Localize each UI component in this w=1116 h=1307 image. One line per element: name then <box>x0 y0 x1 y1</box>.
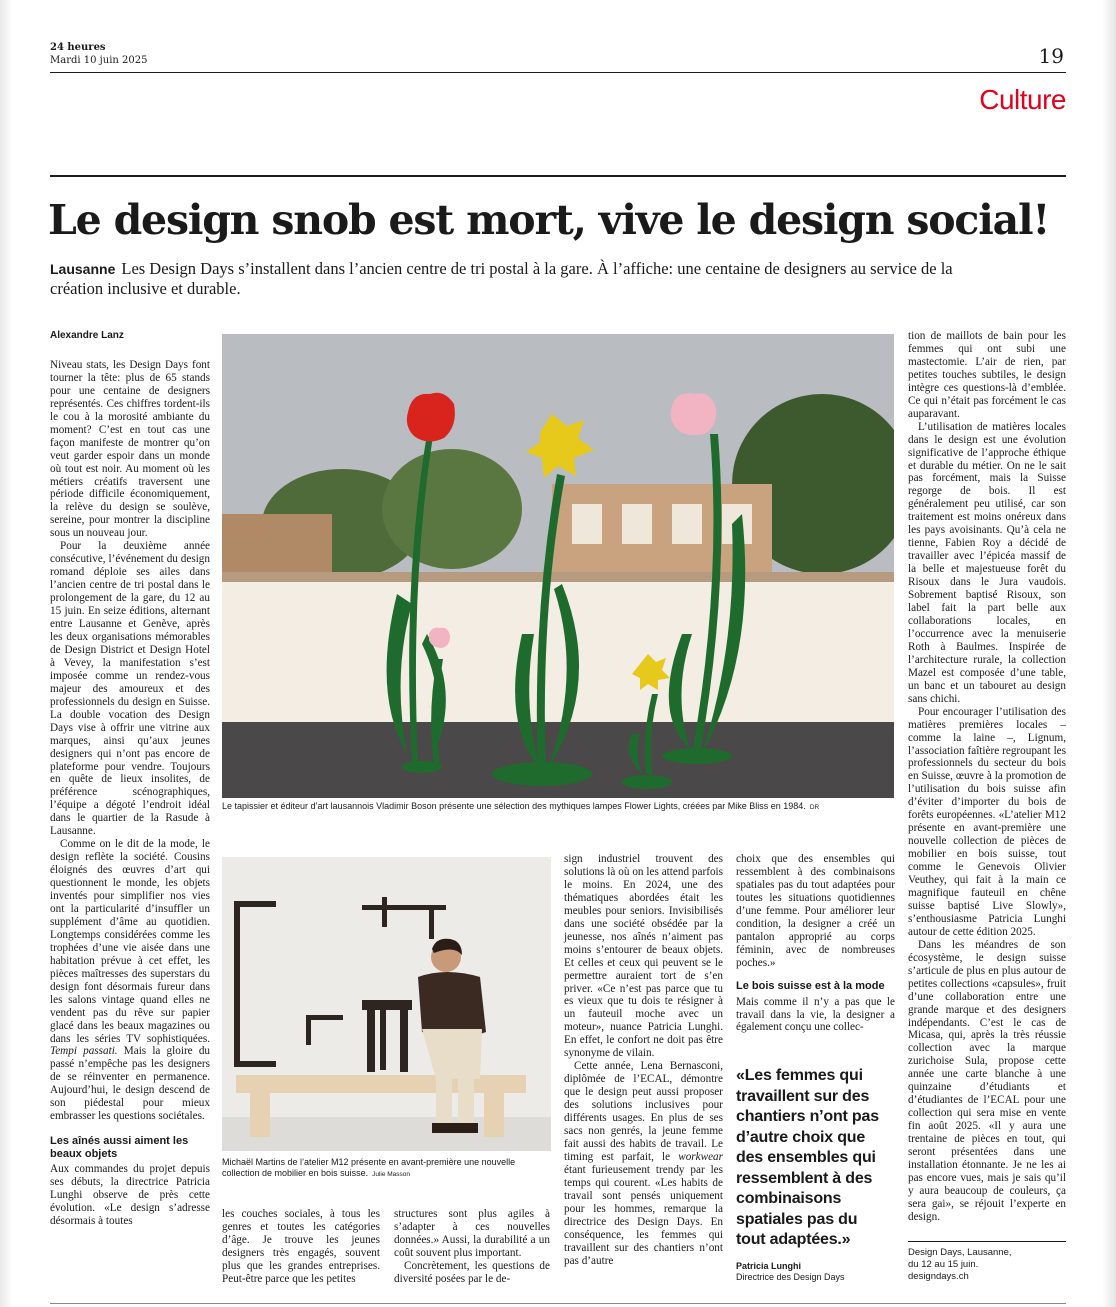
tree <box>382 449 522 569</box>
paragraph: les couches sociales, à tous les genres et toutes les catégories d’âge. Je trouve les jeunes designers très engagés, souvent plus que les grandes entreprises. Peut-être parce que les petites <box>222 1208 380 1285</box>
lead-paragraph <box>50 259 970 298</box>
paragraph: Dans les méandres de son écosystème, le design suisse s’articule de plus en plus autour de petites collections «capsules», fruit d’une collaboration entre une grande marque et des designers indépendants. C’est le cas de Micasa, qui, après la très réussie collection avec la marque zurichoise Sula, propose cette année une carte blanche à une quinzaine d’étudiants et d’étudiantes de l’ECAL pour une collection qui sera mise en vente fin août 2025. «Il y aura une trentaine de pièces en tout, qui seront présentées dans une installation étonnante. Je ne les ai pas encore vues, mais je sais qu’il y aura beaucoup de couleurs, ça sera gai», se réjouit l’experte en design. <box>908 938 1066 1223</box>
paragraph: Pour la deuxième année consécutive, l’événement du design romand déploie ses ailes dans l’ancien centre de tri postal dans le prolongement de la gare, du 12 au 15 juin. En seize éditions, alternant entre Lausanne et Genève, après les deux organisations mémorables de Design District et Design Hotel à Vevey, la manifestation s’est imposée comme un rendez-vous majeur des amoureux et des professionnels du design en Suisse. La double vocation des Design Days vise à offrir une vitrine aux marques, ainsi qu’aux jeunes designers qui n’ont pas encore de plateforme pour vendre. Toujours en quête de lieux insolites, de préférence scénographiques, l’équipe a dégoté l’endroit idéal dans le quartier de la Rasude à Lausanne. <box>50 540 210 838</box>
caption-text: Le tapissier et éditeur d’art lausannois Vladimir Boson présente une sélection des mythiques lampes Flower Lights, créées par Mike Bliss en 1984. <box>222 801 806 811</box>
paragraph-text: Comme on le dit de la mode, le design reflète la société. Cousins éloignés des œuvres d’art qui questionnent le monde, les objets inventés pour simplifier nos vies ont la particularité d’insuffler un supplément d’âme au quotidien. Longtemps considérées comme les trophées d’une vie aisée dans une habitation prévue à cet effet, les pièces maîtresses des superstars du design font désormais fureur dans les salons vintage quand elles ne vendent pas du rêve sur papier glacé dans les beaux magazines ou dans les séries TV sophistiquées. <box>50 838 210 1045</box>
photo-credit: DR <box>809 804 820 811</box>
paragraph: Pour encourager l’utilisation des matières premières locales – comme la laine –, Lignum, l’association faîtière regroupant les professionnels du secteur du bois en Suisse, œuvre à la promotion de l’utilisation du bois suisse afin d’éviter d’importer du bois de forêts européennes. «L’atelier M12 présente en avant-première une nouvelle collection de pièces de mobilier en bois suisse, tout comme le Genevois Olivier Veuthey, qui fait à la main ce magnifique fauteuil en chêne suisse baptisé Live Slowly», s’enthousiasme Patricia Lunghi autour de cette édition 2025. <box>908 705 1066 938</box>
column-1 <box>50 330 210 1228</box>
info-website[interactable]: designdays.ch <box>908 1271 969 1282</box>
photo-credit: Julie Masson <box>372 1171 411 1178</box>
page-number: 19 <box>1038 44 1064 68</box>
info-rule <box>908 1241 1066 1242</box>
window <box>672 504 702 544</box>
paragraph: Niveau stats, les Design Days font tourner la tête: plus de 65 stands pour une centaine de designers représentés. Ces chiffres tordent-ils le cou à la morosité ambiante du moment? C’est en tout cas une façon manifeste de montrer qu’on veut garder espoir dans un monde où tout est noir. Au moment où les métiers créatifs traversent une période difficile économiquement, la relève du design se soulève, sereine, pour montrer la discipline sous un nouveau jour. <box>50 358 210 540</box>
paragraph: Aux commandes du projet depuis ses débuts, la directrice Patricia Lunghi observe de près cette évolution. «Le design s’adresse désormais à toutes <box>50 1163 210 1227</box>
flower-lights-illustration <box>222 334 894 798</box>
caption-text: Michaël Martins de l’atelier M12 présente en avant-première une nouvelle collection de mobilier en bois suisse. <box>222 1157 516 1178</box>
person-shoe <box>454 1123 478 1133</box>
column-5 <box>736 853 895 1034</box>
red-tulip <box>407 393 455 442</box>
pull-quote: «Les femmes qui travaillent sur des chantiers n’ont pas d’autre choix que des ensembles qui ressemblent à des combinaisons spatiales pas du tout adaptées.» <box>736 1067 879 1248</box>
paragraph: choix que des ensembles qui ressemblent à des combinaisons spatiales pas du tout adaptées pour toutes les situations quotidiennes d’une femme. Pour améliorer leur condition, la designer a créé un pantalon approprié au corps féminin, avec de nombreuses poches.» <box>736 853 895 969</box>
paragraph: Concrètement, les questions de diversité posées par le de- <box>394 1259 550 1285</box>
newspaper-name: 24 heures <box>50 42 106 53</box>
person-sweater <box>418 972 486 1037</box>
paragraph: structures sont plus agiles à s’adapter à ces nouvelles données.» Aussi, la durabilité a un coût souvent plus important. <box>394 1208 550 1259</box>
section-title: Culture <box>979 84 1066 115</box>
column-4 <box>564 853 723 1268</box>
bench-leg <box>484 1093 504 1137</box>
column-6 <box>908 330 1066 1224</box>
italic-text: Tempi passati. <box>50 1045 118 1058</box>
paragraph-text: Cette année, Lena Bernasconi, diplômée de l’ECAL, démontre que le design peut aussi proposer des solutions inclusives pour différents usages. En plus de ses sacs non genrés, la jeune femme fait aussi des habits de travail. Le timing est parfait, le <box>564 1060 723 1163</box>
quote-attribution <box>736 1261 845 1283</box>
paragraph <box>564 1060 723 1267</box>
column-2 <box>222 1208 380 1286</box>
pink-tulip <box>671 393 717 435</box>
lead-text: Les Design Days s’installent dans l’ancien centre de tri postal à la gare. À l’affiche: une centaine de designers au service de la création inclusive et durable. <box>50 259 953 298</box>
bench-leg <box>250 1093 270 1137</box>
quote-author-role: Directrice des Design Days <box>736 1272 845 1282</box>
paragraph: L’utilisation de matières locales dans le design est une évolution significative de l’approche éthique et durable du métier. On ne le sait pas forcément, mais la Suisse regorge de bois. Il est généralement peu utilisé, car son traitement est moins onéreux dans les pays avoisinants. Qu’à cela ne tienne, Fabien Roy a décidé de travailler avec l’épicéa massif de la belle et majestueuse forêt du Risoux dans le Jura vaudois. Sobrement baptisé Risoux, son label fait la part belle aux collaborations locales, en l’occurrence avec la menuiserie Roth à Baulmes. Inspirée de l’architecture rurale, la collection Mazel est composée d’une table, un banc et un tabouret au design sans chichi. <box>908 420 1066 705</box>
lead-place: Lausanne <box>50 261 116 277</box>
subheading: Le bois suisse est à la mode <box>736 979 885 992</box>
wall-coping <box>222 572 894 582</box>
italic-text: workwear <box>678 1150 723 1163</box>
paragraph: tion de maillots de bain pour les femmes qui ont subi une mastectomie. L’air de rien, par petites touches subtiles, le design intègre ces questions-là d’emblée. Ce qui n’était pas forcément le cas auparavant. <box>908 330 1066 420</box>
window <box>572 504 602 544</box>
column-3 <box>394 1208 550 1286</box>
person-shoe <box>432 1123 456 1133</box>
headline-rule <box>50 175 1066 177</box>
photo1-caption <box>222 801 892 813</box>
paper-edge-right <box>1102 0 1116 1307</box>
author-byline: Alexandre Lanz <box>50 330 124 341</box>
roof-floor <box>222 722 894 798</box>
photo2-caption <box>222 1157 554 1180</box>
window <box>622 504 652 544</box>
event-info <box>908 1247 1012 1283</box>
issue-date: Mardi 10 juin 2025 <box>50 55 148 66</box>
quote-author-name: Patricia Lunghi <box>736 1261 802 1271</box>
paragraph-text: Mais la gloire du passé n’empêche pas les designers de se réinventer en permanence. Aujourd’hui, le design descend de son piédestal pour mieux embrasser les questions sociétales. <box>50 1045 211 1123</box>
atelier-m12-illustration <box>222 857 551 1151</box>
photo-atelier-m12 <box>222 857 551 1151</box>
paragraph: sign industriel trouvent des solutions là où on les attend parfois le moins. En 2024, une des thématiques abordées était les meubles pour seniors. Invisibilisés dans une société obsédée par la jeunesse, nos aînés n’aiment pas moins s’entourer de beaux objets. Et celles et ceux qui peuvent se le permettre auraient tort de s’en priver. «Ce n’est pas parce que tu es vieux que tu dois te résigner à un fauteuil moche avec un moteur», nuance Patricia Lunghi. En effet, le confort ne doit pas être synonyme de vilain. <box>564 853 723 1060</box>
bottom-rule <box>50 1303 1066 1304</box>
paper-edge-left <box>0 0 12 1307</box>
photo-flower-lights <box>222 334 894 798</box>
subheading: Les aînés aussi aiment les beaux objets <box>50 1135 189 1161</box>
person-leg <box>458 1067 474 1127</box>
paragraph: Mais comme il n’y a pas que le travail dans la vie, la designer a également conçu une collec- <box>736 995 895 1034</box>
top-rule <box>50 72 1066 73</box>
masthead <box>50 42 147 67</box>
bench-seat <box>236 1075 526 1093</box>
info-line: du 12 au 15 juin. <box>908 1259 979 1270</box>
headline: Le design snob est mort, vive le design social! <box>48 196 1050 244</box>
info-line: Design Days, Lausanne, <box>908 1247 1012 1258</box>
paragraph-text: étant furieusement trendy par les temps qui courent. «Les habits de travail sont pensés uniquement pour les hommes, remarque la directrice des Design Days. En conséquence, les femmes qui travaillent sur des chantiers n’ont pas d’autre <box>564 1163 723 1267</box>
person-leg <box>436 1067 452 1127</box>
paragraph <box>50 838 210 1123</box>
